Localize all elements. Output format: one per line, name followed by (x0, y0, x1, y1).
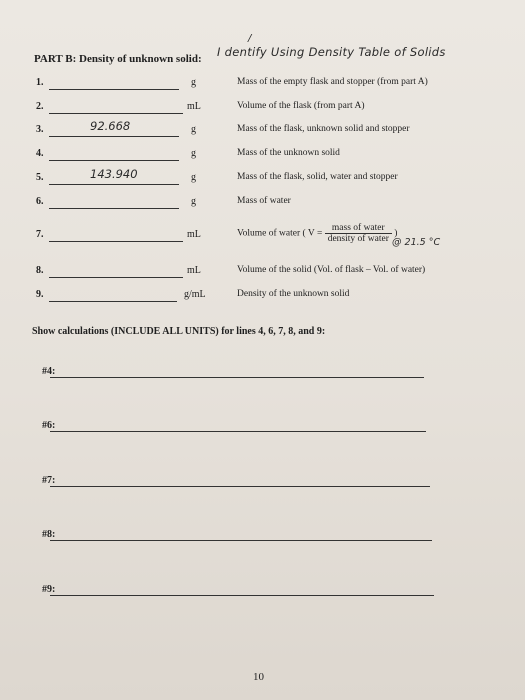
fraction-denominator: density of water (327, 234, 389, 244)
row-unit: g (191, 172, 196, 183)
row-description: Density of the unknown solid (237, 289, 350, 299)
formula-suffix: ) (394, 228, 398, 239)
section-title: PART B: Density of unknown solid: (34, 53, 202, 65)
calc-row (0, 529, 525, 549)
row-unit: mL (187, 265, 201, 276)
row-number: 3. (36, 124, 44, 135)
data-row (0, 75, 525, 95)
row-description: Volume of the solid (Vol. of flask – Vol. of water) (237, 265, 426, 275)
calc-answer-line[interactable] (50, 377, 424, 378)
row-unit: mL (187, 229, 201, 240)
row-description: Mass of the flask, solid, water and stopper (237, 172, 398, 182)
answer-line[interactable] (49, 160, 179, 161)
handwritten-temperature: @ 21.5 °C (392, 237, 441, 248)
row-value: 92.668 (90, 119, 131, 133)
row-unit: mL (187, 101, 201, 112)
data-row (0, 146, 525, 166)
data-row (0, 167, 525, 190)
row-number: 6. (36, 196, 44, 207)
calc-label: #8: (42, 529, 56, 540)
volume-formula (237, 223, 397, 244)
row-number: 2. (36, 101, 44, 112)
calc-answer-line[interactable] (50, 486, 430, 487)
row-unit: g (191, 148, 196, 159)
calc-row (0, 420, 525, 440)
data-row (0, 194, 525, 214)
handwritten-mark: / (248, 33, 252, 44)
answer-line[interactable] (49, 277, 183, 278)
row-number: 5. (36, 172, 44, 183)
calc-row (0, 475, 525, 495)
fraction-numerator: mass of water (325, 223, 392, 234)
answer-line[interactable] (49, 136, 179, 137)
row-description: Mass of water (237, 196, 291, 206)
handwritten-note: I dentify Using Density Table of Solids (217, 45, 446, 59)
row-description: Mass of the unknown solid (237, 148, 340, 158)
row-unit: g (191, 77, 196, 88)
data-row (0, 287, 525, 307)
row-number: 7. (36, 229, 44, 240)
row-unit: g (191, 124, 196, 135)
data-row (0, 263, 525, 283)
formula-fraction (325, 223, 392, 244)
row-unit: g (191, 196, 196, 207)
formula-prefix: Volume of water ( V = (237, 228, 323, 239)
calc-label: #4: (42, 366, 56, 377)
answer-line[interactable] (49, 113, 183, 114)
row-number: 4. (36, 148, 44, 159)
data-row (0, 119, 525, 142)
calc-answer-line[interactable] (50, 540, 432, 541)
calc-label: #9: (42, 584, 56, 595)
calc-answer-line[interactable] (50, 595, 434, 596)
calc-label: #6: (42, 420, 56, 431)
row-description: Mass of the empty flask and stopper (from part A) (237, 77, 428, 87)
data-row (0, 99, 525, 119)
row-description: Volume of the flask (from part A) (237, 101, 365, 111)
page-number: 10 (253, 671, 264, 683)
answer-line[interactable] (49, 89, 179, 90)
answer-line[interactable] (49, 241, 183, 242)
answer-line[interactable] (49, 208, 179, 209)
calculations-instructions: Show calculations (INCLUDE ALL UNITS) for lines 4, 6, 7, 8, and 9: (32, 326, 326, 337)
row-description: Mass of the flask, unknown solid and stopper (237, 124, 410, 134)
answer-line[interactable] (49, 184, 179, 185)
row-number: 8. (36, 265, 44, 276)
answer-line[interactable] (49, 301, 177, 302)
data-row (0, 223, 525, 253)
calc-row (0, 366, 525, 386)
row-value: 143.940 (90, 167, 138, 181)
row-unit: g/mL (184, 289, 206, 300)
calc-answer-line[interactable] (50, 431, 426, 432)
calc-label: #7: (42, 475, 56, 486)
row-number: 9. (36, 289, 44, 300)
calc-row (0, 584, 525, 604)
row-number: 1. (36, 77, 44, 88)
